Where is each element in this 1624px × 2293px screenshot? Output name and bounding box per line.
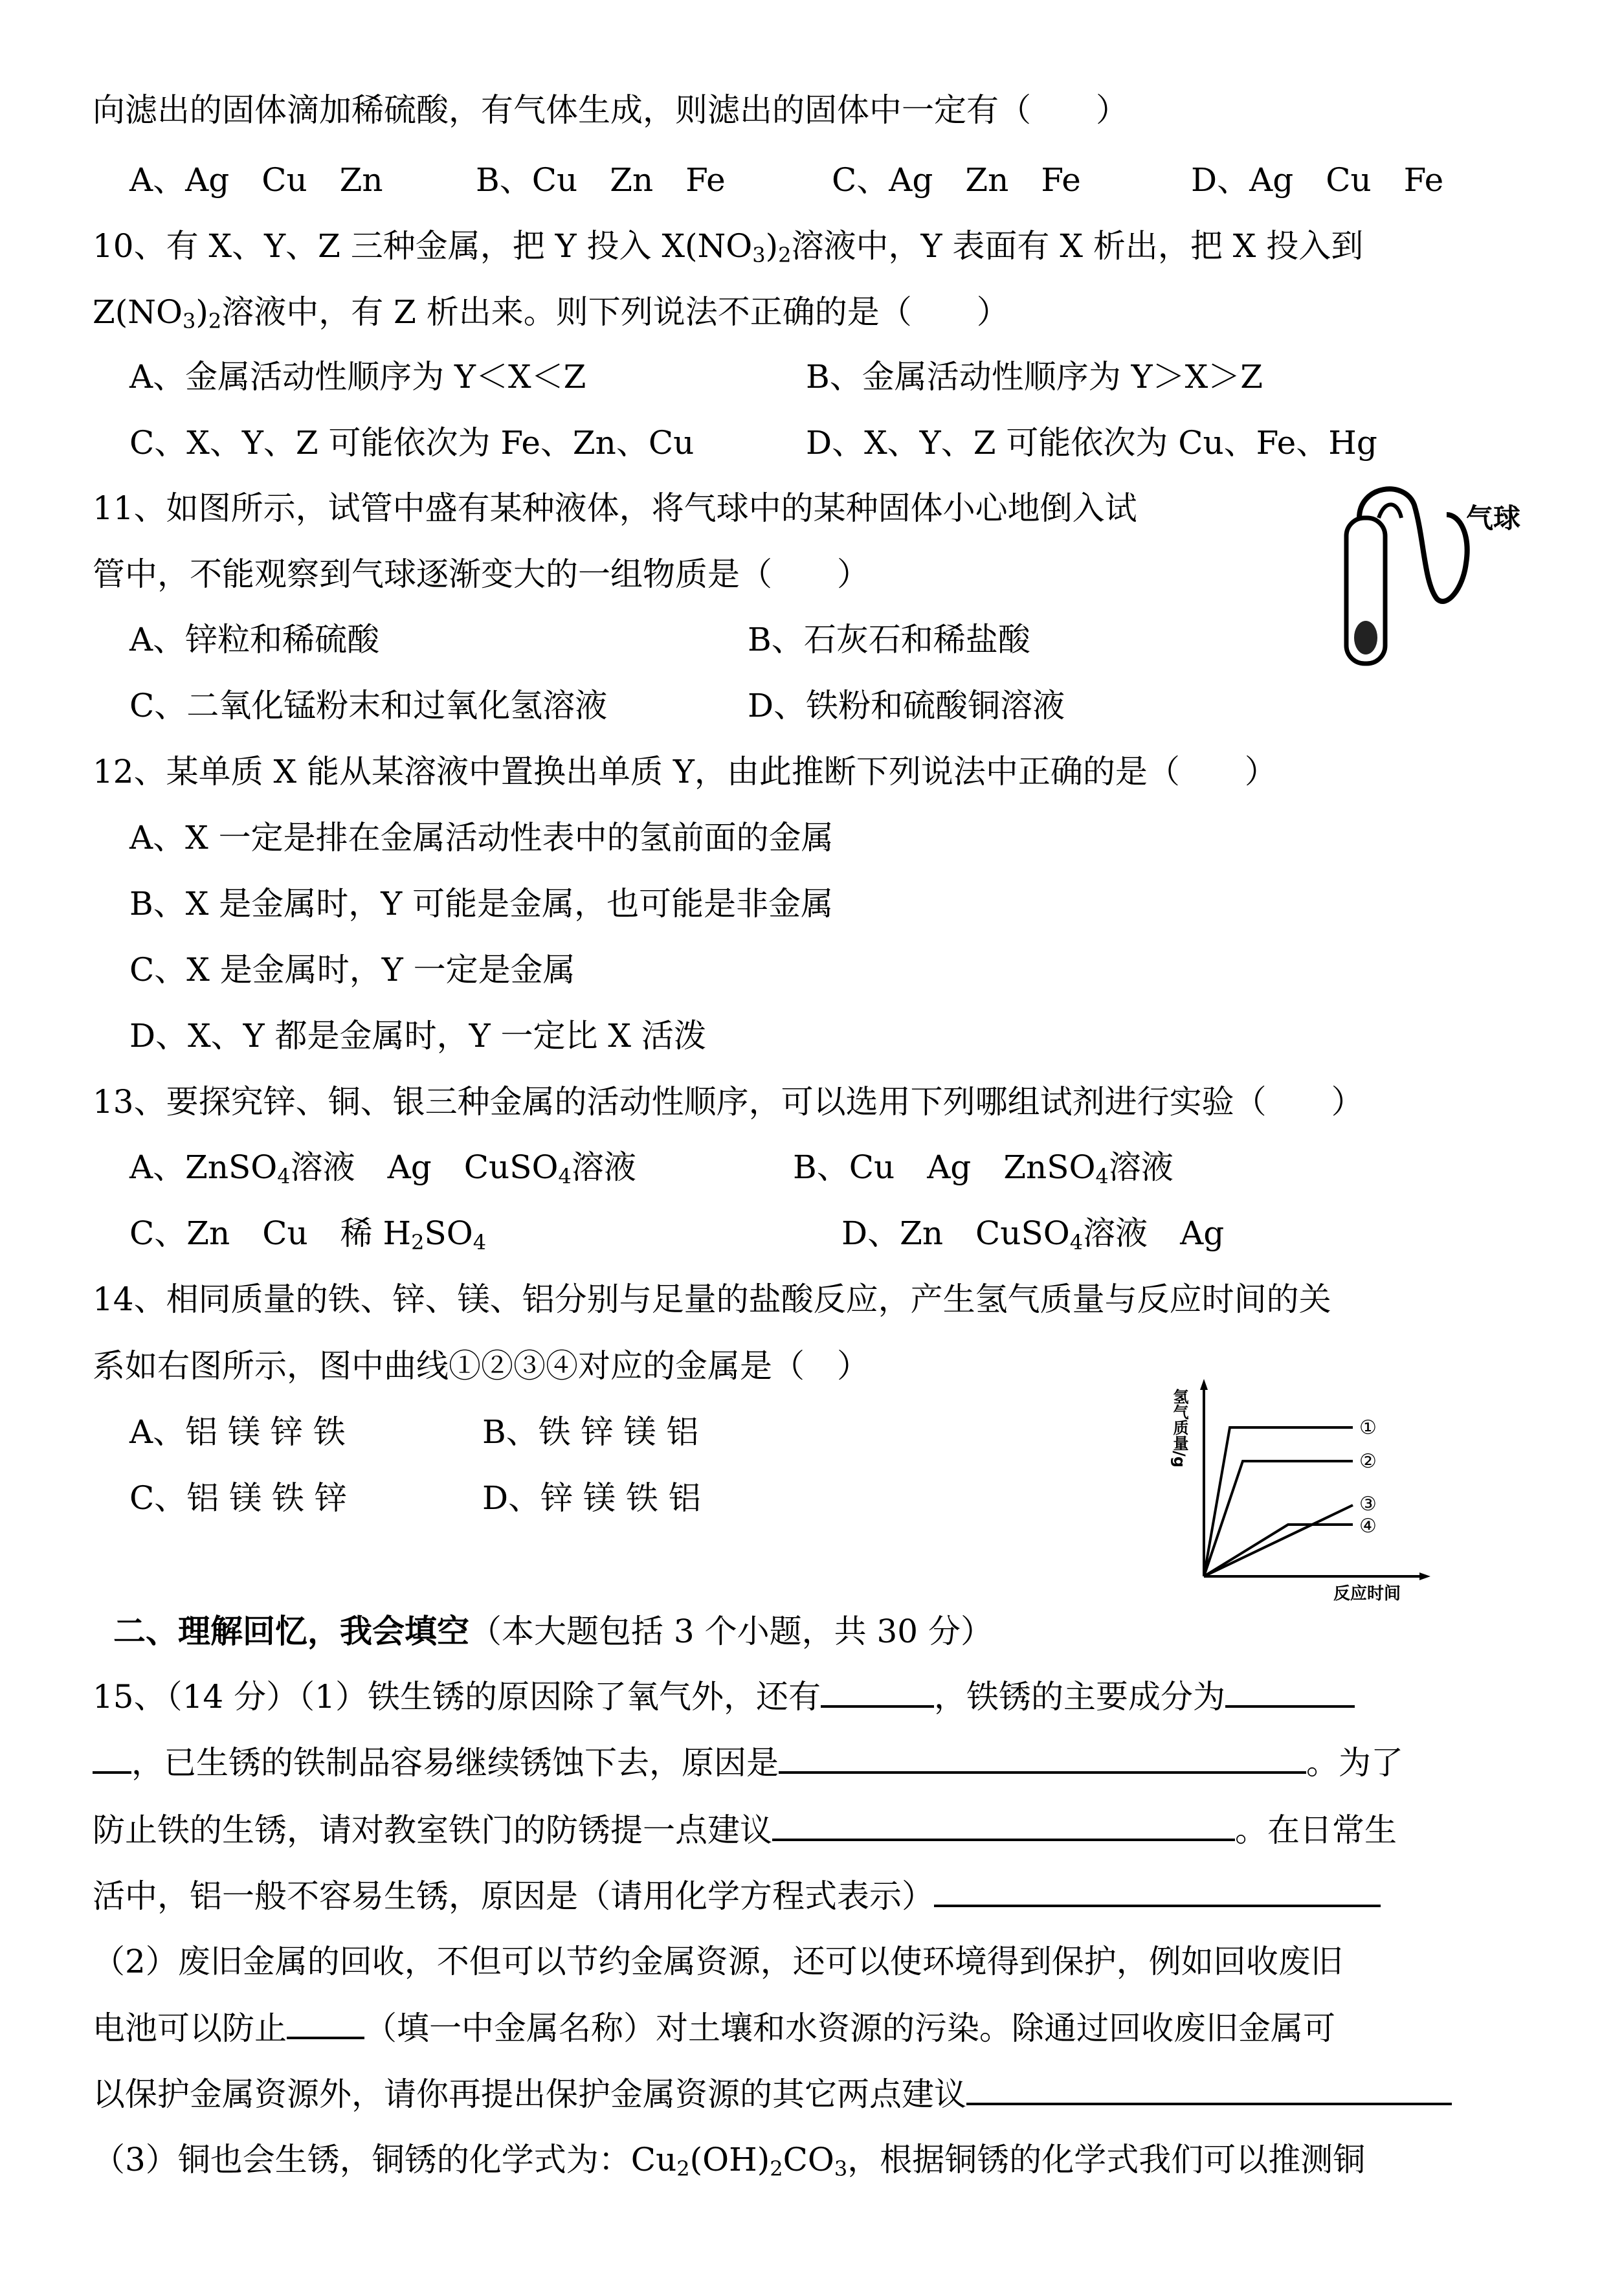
blank-rust-cause[interactable] xyxy=(821,1677,934,1708)
q15-line2: ，已生锈的铁制品容易继续锈蚀下去，原因是 。为了 xyxy=(93,1743,1403,1782)
x-axis-label: 反应时间 xyxy=(1333,1584,1401,1602)
curve-3 xyxy=(1204,1505,1353,1576)
q9-option-d: D、Ag Cu Fe xyxy=(1191,161,1444,199)
balloon-label: 气球 xyxy=(1466,502,1521,534)
q15-line7: 以保护金属资源外，请你再提出保护金属资源的其它两点建议 xyxy=(93,2074,1452,2114)
q15-line4: 活中，铝一般不容易生锈，原因是（请用化学方程式表示） xyxy=(93,1876,1381,1916)
blank-rust-component[interactable] xyxy=(1225,1677,1355,1708)
q10-line1: 10、有 X、Y、Z 三种金属，把 Y 投入 $X(NO_3)_2$溶液中，Y 表面有 X 析出，把 X 投入到 xyxy=(93,227,1364,267)
q11-option-c: C、二氧化锰粉末和过氧化氢溶液 xyxy=(129,687,608,724)
q9-stem: 向滤出的固体滴加稀硫酸，有气体生成，则滤出的固体中一定有（ ） xyxy=(93,91,1128,129)
q14-option-b: B、铁 锌 镁 铝 xyxy=(482,1413,699,1451)
curve-label-4: ④ xyxy=(1359,1515,1377,1538)
q14-option-d: D、锌 镁 铁 铝 xyxy=(482,1479,701,1517)
q13-option-d: D、Zn CuSO$_4$溶液 Ag xyxy=(841,1214,1225,1255)
curve-label-2: ② xyxy=(1359,1450,1377,1473)
q14-line1: 14、相同质量的铁、锌、镁、铝分别与足量的盐酸反应，产生氢气质量与反应时间的关 xyxy=(93,1281,1331,1318)
q13-stem: 13、要探究锌、铜、银三种金属的活动性顺序，可以选用下列哪组试剂进行实验（ ） xyxy=(93,1083,1364,1121)
q9-option-c: C、Ag Zn Fe xyxy=(832,161,1081,199)
curve-label-1: ① xyxy=(1359,1416,1377,1439)
q11-line2: 管中，不能观察到气球逐渐变大的一组物质是（ ） xyxy=(93,555,869,593)
y-axis-label: 氢气质量/g xyxy=(1170,1389,1188,1468)
blank-rust-prevention[interactable] xyxy=(772,1810,1235,1841)
q12-option-c: C、X 是金属时，Y 一定是金属 xyxy=(129,951,575,989)
q10-option-c: C、X、Y、Z 可能依次为 Fe、Zn、Cu xyxy=(129,424,695,462)
q9-option-b: B、Cu Zn Fe xyxy=(476,161,726,199)
q14-option-c: C、铝 镁 铁 锌 xyxy=(129,1479,347,1517)
q15-line6: 电池可以防止 （填一中金属名称）对土壤和水资源的污染。除通过回收废旧金属可 xyxy=(93,2009,1335,2047)
curve-4 xyxy=(1204,1525,1353,1576)
q11-line1: 11、如图所示，试管中盛有某种液体，将气球中的某种固体小心地倒入试 xyxy=(93,489,1137,527)
curve-label-3: ③ xyxy=(1359,1493,1377,1516)
q15-line8: （3）铜也会生锈，铜锈的化学式为：$Cu_2(OH)_2CO_3$，根据铜锈的化学式我们可以推测铜 xyxy=(93,2141,1366,2181)
blank-protection-suggestions[interactable] xyxy=(966,2074,1452,2105)
q14-option-a: A、铝 镁 锌 铁 xyxy=(129,1413,346,1451)
q12-option-b: B、X 是金属时，Y 可能是金属，也可能是非金属 xyxy=(129,885,834,923)
q10-option-b: B、金属活动性顺序为 Y＞X＞Z xyxy=(806,358,1263,396)
q15-line5: （2）废旧金属的回收，不但可以节约金属资源，还可以使环境得到保护，例如回收废旧 xyxy=(93,1943,1343,1980)
q13-option-c: C、Zn Cu 稀 $H_2SO_4$ xyxy=(129,1214,487,1255)
q9-option-a: A、Ag Cu Zn xyxy=(129,161,383,199)
blank-aluminum-equation[interactable] xyxy=(934,1876,1381,1907)
curve-2 xyxy=(1204,1461,1353,1576)
blank-rust-component-cont[interactable] xyxy=(93,1743,131,1774)
test-tube-liquid xyxy=(1354,621,1377,654)
q13-option-b: B、Cu Ag ZnSO$_4$溶液 xyxy=(793,1148,1174,1189)
q13-option-a: A、ZnSO$_4$溶液 Ag CuSO$_4$溶液 xyxy=(129,1148,636,1189)
q10-option-d: D、X、Y、Z 可能依次为 Cu、Fe、Hg xyxy=(806,424,1377,462)
q10-option-a: A、金属活动性顺序为 Y＜X＜Z xyxy=(129,358,586,396)
q12-stem: 12、某单质 X 能从某溶液中置换出单质 Y，由此推断下列说法中正确的是（ ） xyxy=(93,753,1277,790)
q15-line1: 15、（14 分）（1）铁生锈的原因除了氧气外，还有 ，铁锈的主要成分为 xyxy=(93,1677,1355,1716)
section-2-heading xyxy=(113,1612,993,1651)
q15-line3: 防止铁的生锈，请对教室铁门的防锈提一点建议 。在日常生 xyxy=(93,1811,1397,1849)
curve-1 xyxy=(1204,1427,1353,1576)
q14-line2: 系如右图所示，图中曲线①②③④对应的金属是（ ） xyxy=(93,1347,869,1385)
q12-option-a: A、X 一定是排在金属活动性表中的氢前面的金属 xyxy=(129,819,834,856)
section-2-note: （本大题包括 3 个小题，共 30 分） xyxy=(469,1613,994,1650)
q11-option-b: B、石灰石和稀盐酸 xyxy=(748,621,1030,658)
balloon-icon xyxy=(1359,489,1467,601)
blank-rust-continue-reason[interactable] xyxy=(779,1743,1306,1774)
section-2-title: 二、理解回忆，我会填空 xyxy=(113,1612,469,1650)
test-tube-balloon-figure xyxy=(1333,479,1553,673)
q11-option-a: A、锌粒和稀硫酸 xyxy=(129,621,380,658)
hydrogen-mass-graph xyxy=(1152,1369,1450,1602)
q12-option-d: D、X、Y 都是金属时，Y 一定比 X 活泼 xyxy=(129,1017,706,1055)
q11-option-d: D、铁粉和硫酸铜溶液 xyxy=(748,687,1065,724)
q10-line2: $Z(NO_3)_2$溶液中，有 Z 析出来。则下列说法不正确的是（ ） xyxy=(93,293,1009,333)
blank-metal-name[interactable] xyxy=(287,2008,364,2039)
